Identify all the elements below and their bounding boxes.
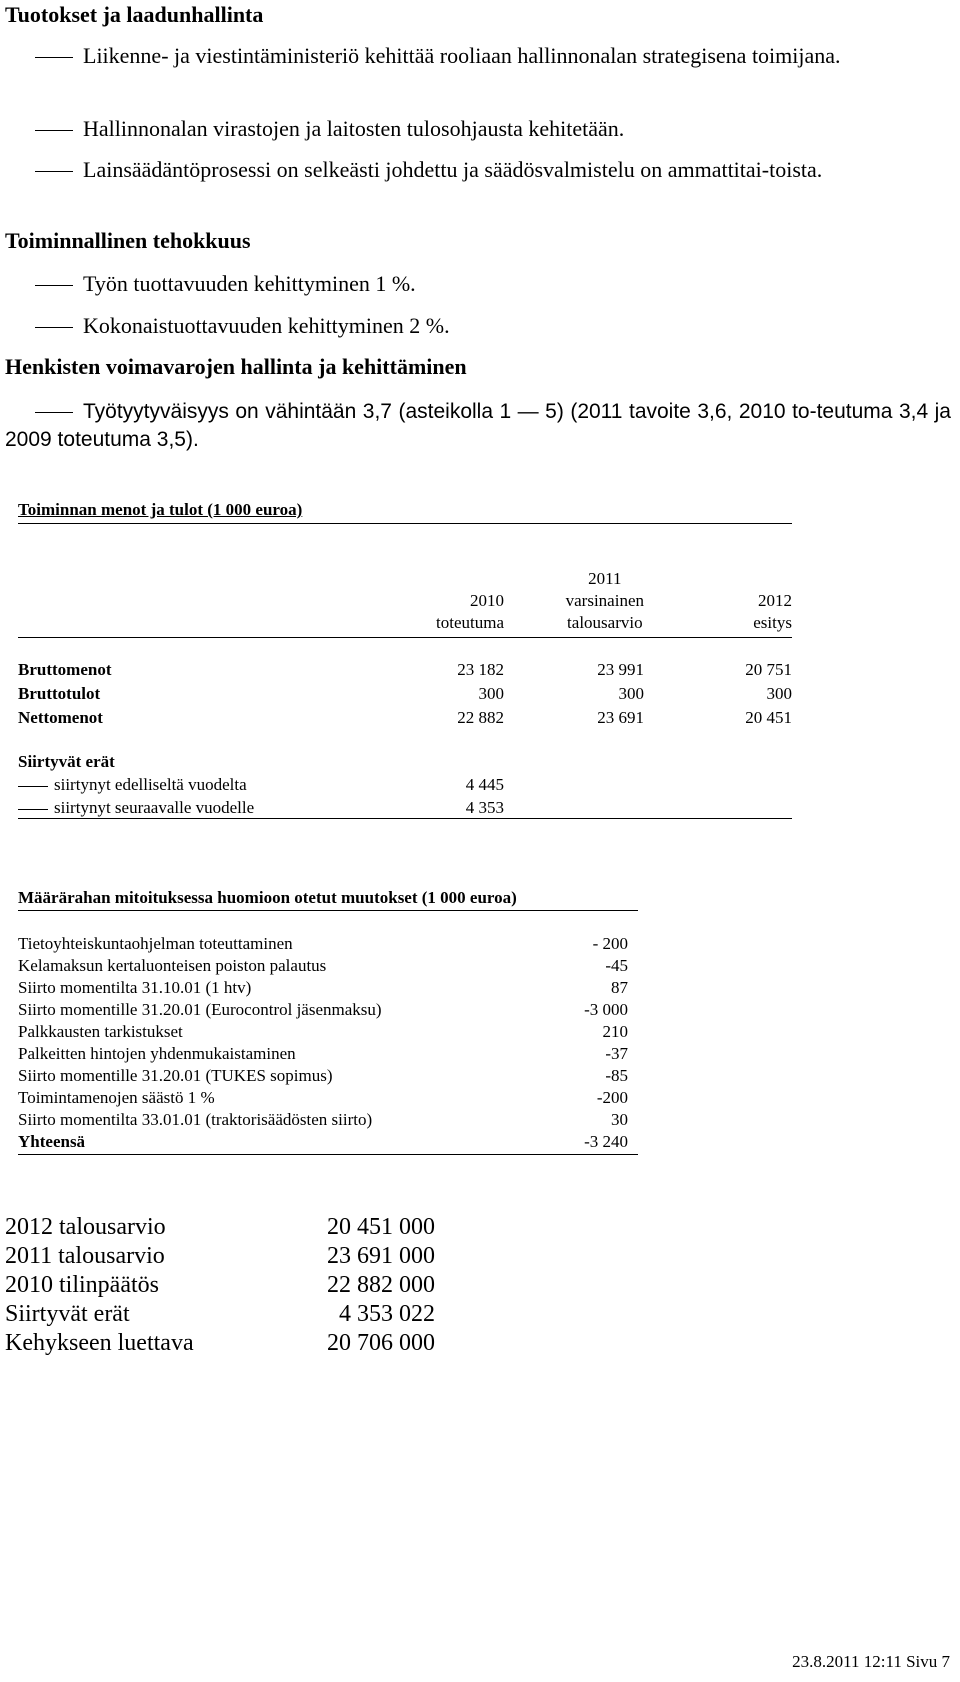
table2-top-rule	[18, 910, 638, 911]
section-heading-efficiency: Toiminnallinen tehokkuus	[5, 228, 251, 253]
table1-title: Toiminnan menot ja tulot (1 000 euroa)	[18, 500, 303, 519]
dash-bullet	[35, 171, 73, 172]
page-footer: 23.8.2011 12:11 Sivu 7	[792, 1652, 950, 1671]
table2-bottom-rule	[18, 1154, 638, 1155]
hr-item: Työtyytyväisyys on vähintään 3,7 (asteikolla 1 — 5) (2011 tavoite 3,6, 2010 to-teutuma 3,4 ja 2009 toteutuma 3,5).	[5, 400, 951, 451]
table1-top-rule	[18, 523, 792, 524]
col-2012-header: 2012 esitys	[753, 591, 792, 632]
table-row: Siirto momentille 31.20.01 (TUKES sopimus) -85	[18, 1066, 628, 1085]
col-2010-header: 2010 toteutuma	[436, 591, 504, 632]
table-row: Nettomenot 22 882 23 691 20 451	[18, 708, 792, 727]
table-row: Tietoyhteiskuntaohjelman toteuttaminen - 200	[18, 934, 628, 953]
summary-row: 2010 tilinpäätös 22 882 000	[5, 1272, 435, 1298]
table2-title: Määrärahan mitoituksessa huomioon otetut muutokset (1 000 euroa)	[18, 888, 517, 907]
dash-bullet	[35, 412, 73, 413]
dash-bullet	[18, 786, 48, 787]
quality-item-1: Liikenne- ja viestintäministeriö kehittää rooliaan hallinnonalan strategisena toimijana.	[5, 42, 951, 70]
dash-bullet	[35, 130, 73, 131]
table-row: Siirto momentilta 33.01.01 (traktorisäädösten siirto) 30	[18, 1110, 628, 1129]
table-row: Bruttotulot 300 300 300	[18, 684, 792, 703]
section-heading-hr: Henkisten voimavarojen hallinta ja kehittäminen	[5, 354, 467, 379]
table1-bottom-rule	[18, 818, 792, 819]
table-row: Palkkausten tarkistukset 210	[18, 1022, 628, 1041]
table-total-row: Yhteensä -3 240	[18, 1132, 628, 1151]
table-row: siirtynyt seuraavalle vuodelle 4 353	[18, 798, 792, 822]
table-row: Siirto momentille 31.20.01 (Eurocontrol jäsenmaksu) -3 000	[18, 1000, 628, 1019]
summary-row: Siirtyvät erät 4 353 022	[5, 1301, 435, 1327]
dash-bullet	[18, 809, 48, 810]
summary-row: 2011 talousarvio 23 691 000	[5, 1243, 435, 1269]
efficiency-item-1: Työn tuottavuuden kehittyminen 1 %.	[5, 270, 951, 298]
dash-bullet	[35, 327, 73, 328]
summary-row: Kehykseen luettava 20 706 000	[5, 1330, 435, 1356]
col-2011-header: 2011 varsinainen talousarvio	[565, 569, 644, 632]
carry-heading-row: Siirtyvät erät	[18, 752, 115, 771]
summary-row: 2012 talousarvio 20 451 000	[5, 1214, 435, 1240]
dash-bullet	[35, 285, 73, 286]
table-row: Bruttomenot 23 182 23 991 20 751	[18, 660, 792, 679]
quality-item-2: Hallinnonalan virastojen ja laitosten tulosohjausta kehitetään.	[5, 115, 951, 143]
quality-item-3: Lainsäädäntöprosessi on selkeästi johdettu ja säädösvalmistelu on ammattitai-toista.	[5, 156, 951, 184]
dash-bullet	[35, 57, 73, 58]
section-heading-quality: Tuotokset ja laadunhallinta	[5, 2, 264, 27]
table-row: siirtynyt edelliseltä vuodelta 4 445	[18, 775, 792, 799]
table-row: Kelamaksun kertaluonteisen poiston palautus -45	[18, 956, 628, 975]
table-row: Toimintamenojen säästö 1 % -200	[18, 1088, 628, 1107]
table1-header-rule	[18, 637, 792, 638]
table-row: Palkeitten hintojen yhdenmukaistaminen -37	[18, 1044, 628, 1063]
efficiency-item-2: Kokonaistuottavuuden kehittyminen 2 %.	[5, 312, 951, 340]
table-row: Siirto momentilta 31.10.01 (1 htv) 87	[18, 978, 628, 997]
